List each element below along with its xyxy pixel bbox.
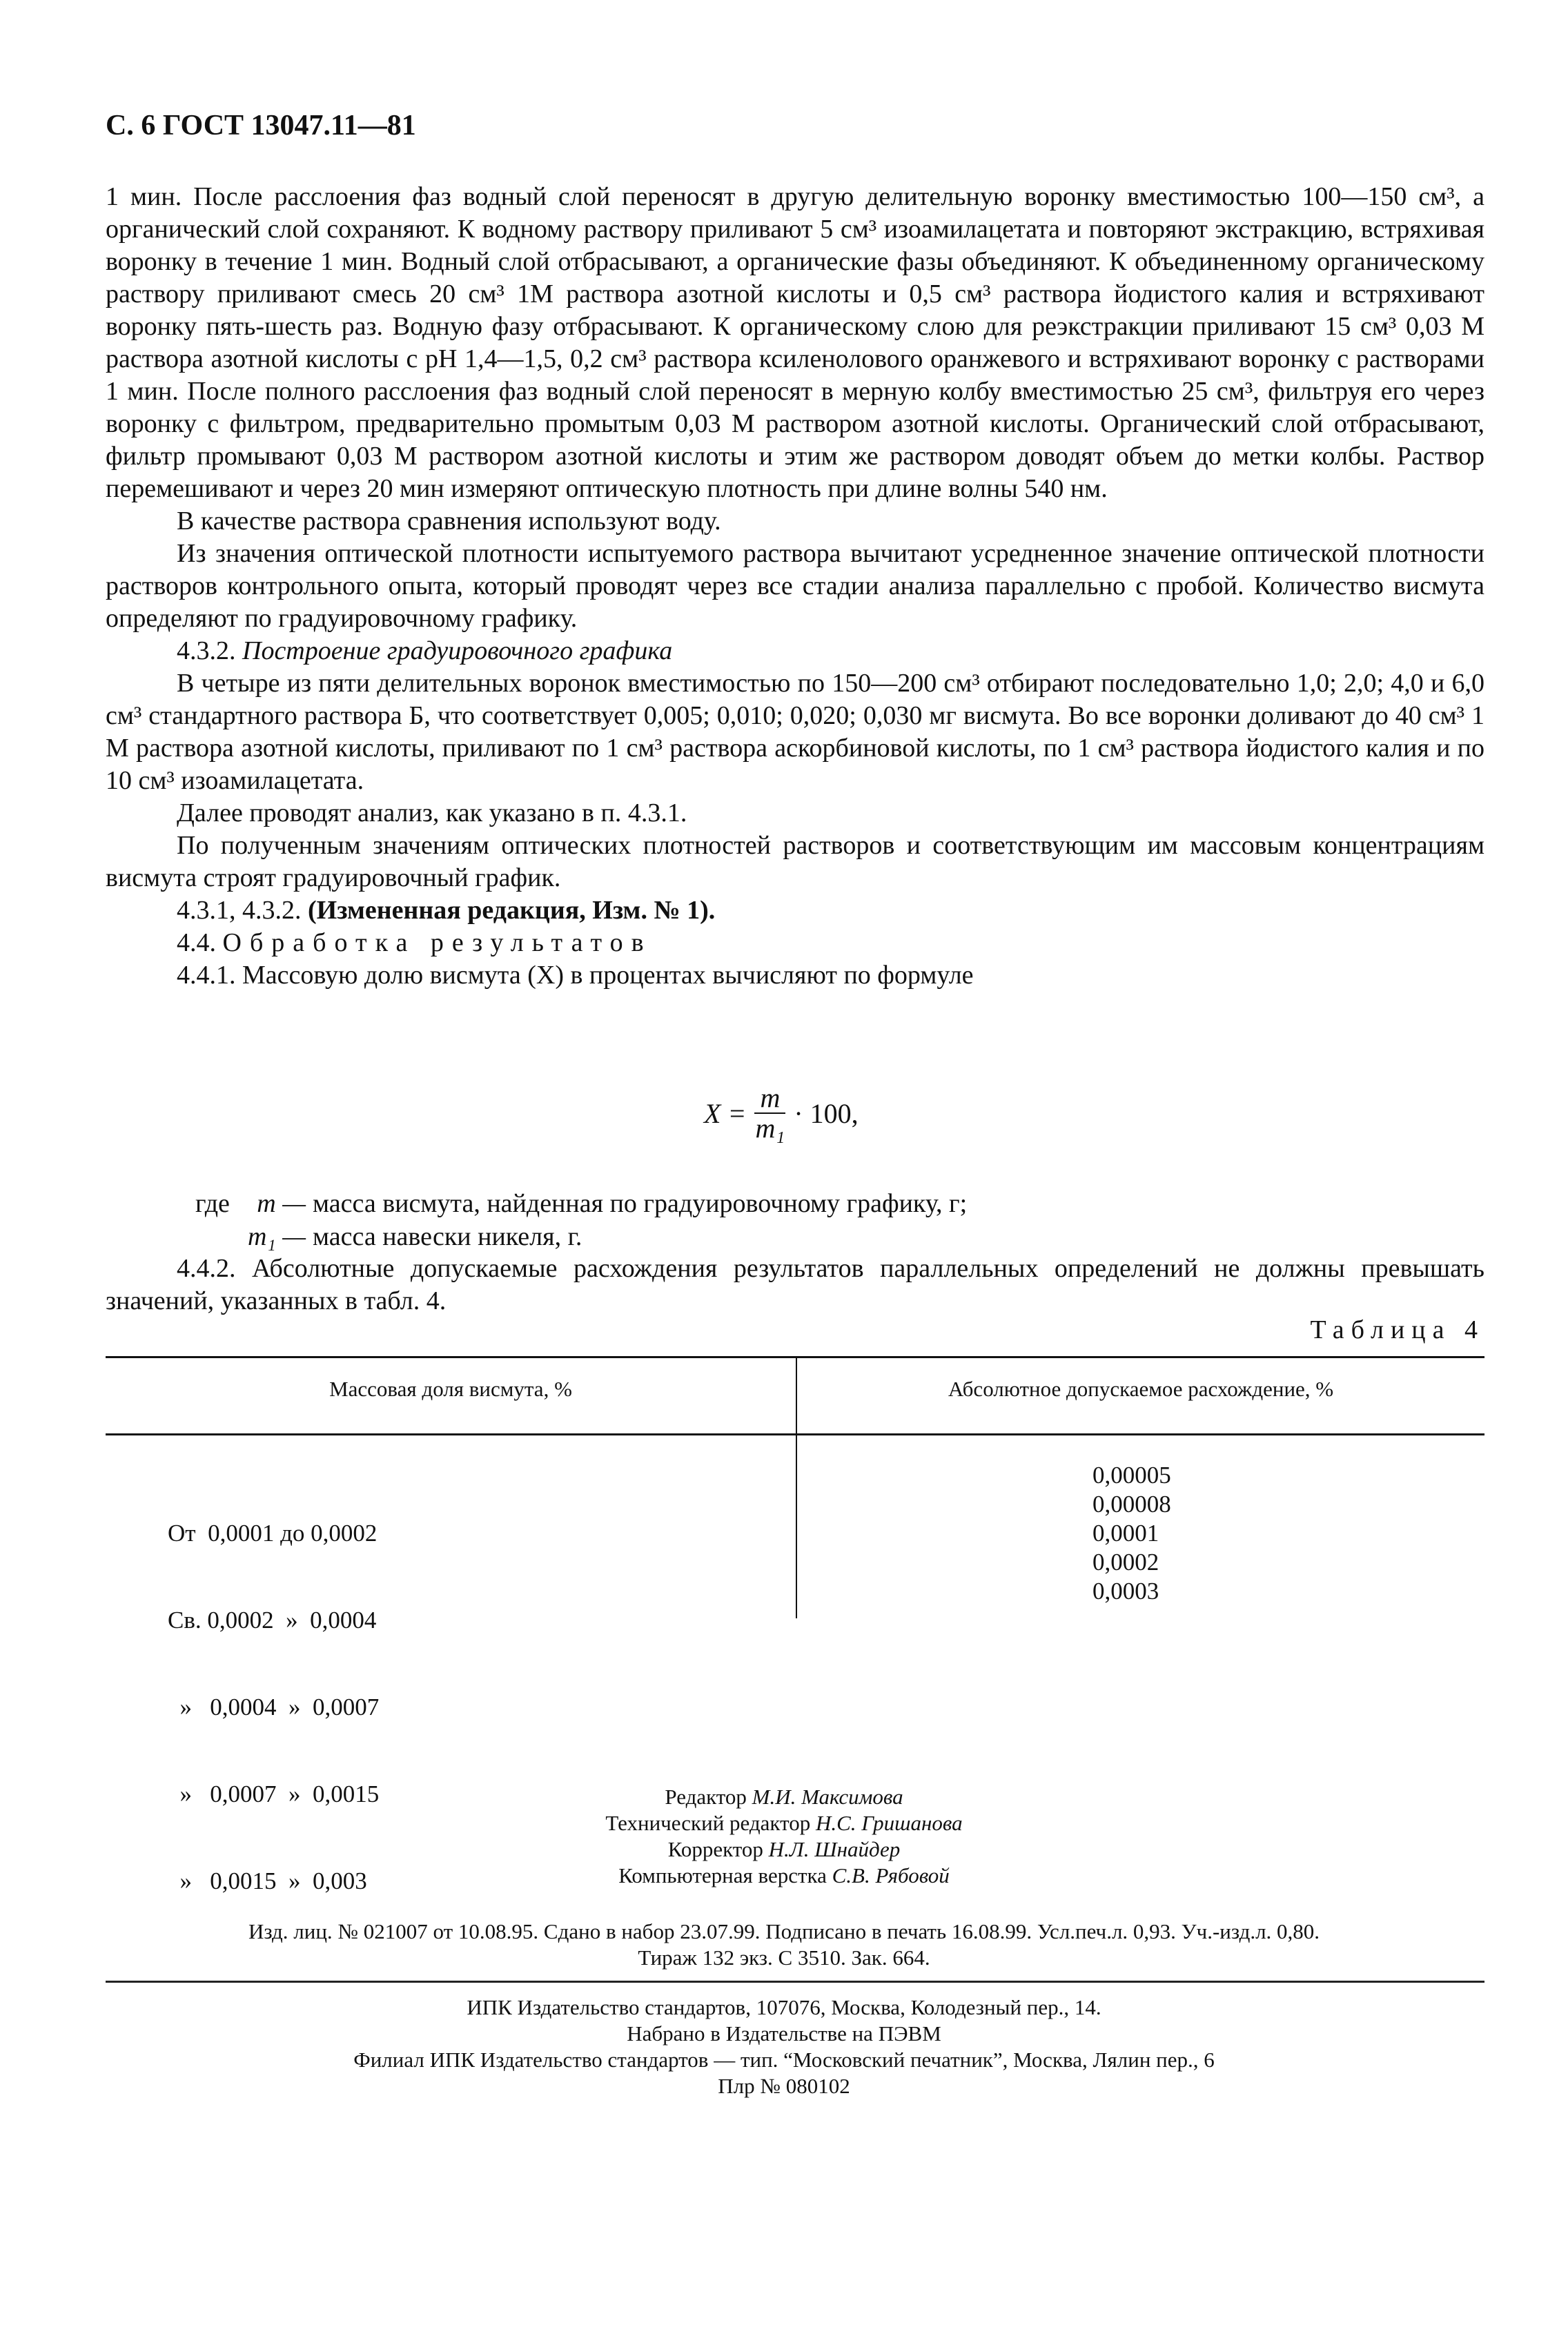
body-text [106,181,1484,992]
publisher-line: Набрано в Издательстве на ПЭВМ [627,2021,941,2046]
paragraph: В четыре из пяти делительных воронок вместимостью по 150—200 см³ отбирают последовательно 1,0; 2,0; 4,0 и 6,0 см³ стандартного раствора Б, что соответствует 0,005; 0,010; 0,020; 0,030 мг висмута. Во все воронки доливают до 40 см³ 1 М раствора азотной кислоты, приливают по 1 см³ раствора аскорбиновой кислоты, по 1 см³ раствора йодистого калия и по 10 см³ изоамилацетата. [106,669,1484,795]
legend-symbol: m₁ — [248,1222,306,1251]
credit-line [0,1784,1568,1810]
formula-lhs: X = [704,1097,747,1129]
formula-denominator: m₁ [755,1112,785,1144]
formula-numerator: m [754,1083,785,1114]
footer-rule [106,1981,1484,1983]
paragraph: Далее проводят анализ, как указано в п. 4.3.1. [177,798,687,827]
paragraph: В качестве раствора сравнения используют воду. [177,507,721,536]
paragraph: 1 мин. После расслоения фаз водный слой переносят в другую делительную воронку вместимостью 100—150 см³, а органический слой сохраняют. К водному раствору приливают 5 см³ изоамилацетата и повторяют экстракцию, встряхивая воронку в течение 1 мин. Водный слой отбрасывают, а органические фазы объединяют. К объединенному органическому раствору приливают смесь 20 см³ 1М раствора азотной кислоты и 0,5 см³ раствора йодистого калия и встряхивают воронку пять-шесть раз. Водную фазу отбрасывают. К органическому слою для реэкстракции приливают 15 см³ 0,03 М раствора азотной кислоты с рН 1,4—1,5, 0,2 см³ раствора ксиленолового оранжевого и встряхивают воронку с растворами 1 мин. После полного расслоения фаз водный слой переносят в мерную колбу вместимостью 25 см³, фильтруя его через воронку с фильтром, предварительно промытым 0,03 М раствором азотной кислоты. Органический слой отбрасывают, фильтр промывают 0,03 М раствором азотной кислоты и этим же раствором доводят объем до метки колбы. Раствор перемешивают и через 20 мин измеряют оптическую плотность при длине волны 540 нм. [106,182,1484,503]
table-header-rule [106,1433,1484,1435]
publisher-line: ИПК Издательство стандартов, 107076, Москва, Колодезный пер., 14. [467,1995,1101,2019]
section-heading [106,635,1484,667]
publisher-line: Филиал ИПК Издательство стандартов — тип. “Московский печатник”, Москва, Лялин пер., 6 [353,2048,1215,2072]
table-top-rule [106,1356,1484,1358]
page-header: С. 6 ГОСТ 13047.11—81 [106,110,416,141]
legend-definition: масса висмута, найденная по градуировочному графику, г; [313,1189,968,1218]
table-cell: 0,00008 [1092,1491,1171,1518]
section-number: 4.3.2. [177,636,236,665]
credit-role: Технический редактор [605,1811,811,1835]
table-cell: 0,0002 [1092,1549,1159,1576]
legend-symbol: m — [257,1189,306,1218]
credit-name: Н.Л. Шнайдер [768,1837,901,1861]
imprint-line: Тираж 132 экз. С 3510. Зак. 664. [638,1945,930,1970]
credit-role: Редактор [665,1785,747,1809]
publisher-line: Плр № 080102 [718,2074,850,2098]
table-cell: Св. 0,0002 » 0,0004 [168,1607,377,1634]
formula-fraction [754,1083,785,1143]
credit-role: Корректор [667,1837,763,1861]
publisher-info [0,1994,1568,2099]
credit-role: Компьютерная верстка [618,1863,827,1887]
amendment-text: (Измененная редакция, Изм. № 1). [308,896,716,925]
formula [704,1083,859,1143]
credit-name: Н.С. Гришанова [815,1811,963,1835]
table-cell: » 0,0015 » 0,003 [168,1867,367,1894]
section-title: Обработка результатов [222,928,652,957]
formula-legend [195,1187,967,1253]
legend-row [195,1220,967,1253]
paragraph [106,1253,1484,1317]
table-column-2 [1092,1461,1171,1606]
table-cell: 0,0001 [1092,1520,1159,1547]
table-header-cell: Абсолютное допускаемое расхождение, % [948,1377,1334,1401]
table-cell: 0,00005 [1092,1462,1171,1489]
credit-line [0,1810,1568,1836]
table-cell: От 0,0001 до 0,0002 [168,1520,378,1547]
imprint [0,1919,1568,1971]
credit-name: С.В. Рябовой [832,1863,950,1887]
table-header-cell: Массовая доля висмута, % [329,1377,572,1401]
section-number: 4.4. [177,928,216,957]
credits [0,1784,1568,1889]
table-caption: Таблица 4 [1310,1315,1484,1344]
table-cell: 0,0003 [1092,1578,1159,1605]
formula-rhs: · 100, [794,1097,859,1129]
section-heading [106,927,1484,959]
legend-definition: масса навески никеля, г. [313,1222,582,1251]
paragraph: Из значения оптической плотности испытуемого раствора вычитают усредненное значение оптической плотности растворов контрольного опыта, который проводят через все стадии анализа параллельно с пробой. Количество висмута определяют по градуировочному графику. [106,539,1484,633]
paragraph: По полученным значениям оптических плотностей растворов и соответствующим им массовым концентрациям висмута строят градуировочный график. [106,831,1484,892]
paragraph-text: 4.4.2. Абсолютные допускаемые расхождения результатов параллельных определений не должны превышать значений, указанных в табл. 4. [106,1254,1484,1315]
table-cell: » 0,0007 » 0,0015 [168,1781,380,1807]
paragraph: 4.4.1. Массовую долю висмута (X) в процентах вычисляют по формуле [177,961,974,990]
credit-line [0,1836,1568,1863]
table-cell: » 0,0004 » 0,0007 [168,1694,380,1720]
imprint-line: Изд. лиц. № 021007 от 10.08.95. Сдано в набор 23.07.99. Подписано в печать 16.08.99. Усл.печ.л. 0,93. Уч.-изд.л. 0,80. [248,1919,1320,1943]
section-title: Построение градуировочного графика [242,636,673,665]
credit-name: М.И. Максимова [752,1785,903,1809]
amendment-note [106,894,1484,927]
legend-lead: где [195,1189,230,1218]
credit-line [0,1863,1568,1889]
legend-row [195,1187,967,1220]
amendment-ref: 4.3.1, 4.3.2. [177,896,302,925]
